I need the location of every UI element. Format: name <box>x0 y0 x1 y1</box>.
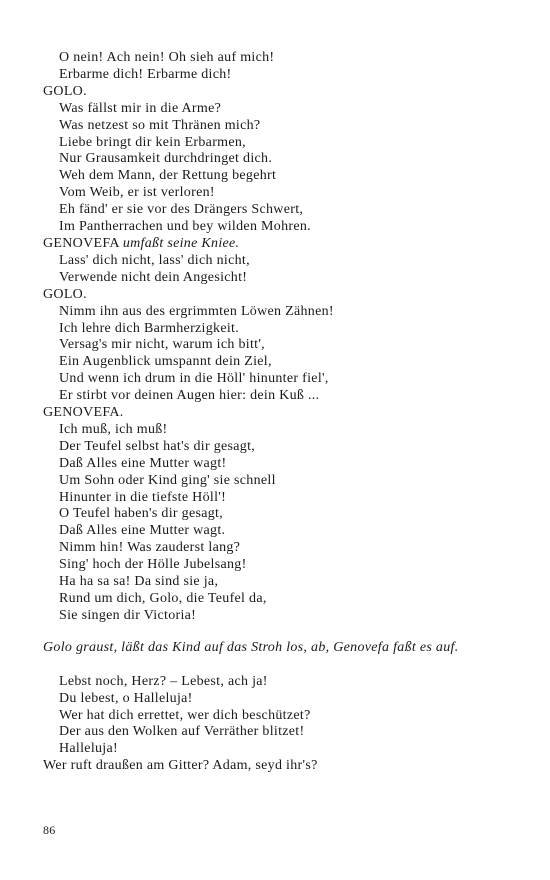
verse-line: Daß Alles eine Mutter wagt! <box>59 455 227 471</box>
verse-line: Erbarme dich! Erbarme dich! <box>59 66 232 82</box>
speaker-name: Wer ruft draußen am Gitter? Adam, seyd ihr's? <box>43 758 318 774</box>
drama-text <box>43 50 513 775</box>
verse-line: Sie singen dir Victoria! <box>59 607 197 623</box>
speaker-line <box>43 405 513 422</box>
verse-line: Halleluja! <box>59 741 118 757</box>
verse-line: Wer hat dich errettet, wer dich beschützet? <box>59 707 311 723</box>
speaker-line <box>43 287 513 304</box>
verse-line: Ich muß, ich muß! <box>59 421 168 437</box>
speaker-line <box>43 236 513 253</box>
verse-line: Verwende nicht dein Angesicht! <box>59 269 248 285</box>
verse-line: Du lebest, o Halleluja! <box>59 690 193 706</box>
stage-direction: Golo graust, läßt das Kind auf das Stroh los, ab, Genovefa faßt es auf. <box>43 639 459 655</box>
verse-line: Hinunter in die tiefste Höll'! <box>59 489 227 505</box>
verse-line: Rund um dich, Golo, die Teufel da, <box>59 591 267 606</box>
verse-line: Sing' hoch der Hölle Jubelsang! <box>59 557 247 573</box>
verse-line: Liebe bringt dir kein Erbarmen, <box>59 134 246 150</box>
speaker-line <box>43 84 513 101</box>
verse-line: O nein! Ach nein! Oh sieh auf mich! <box>59 50 275 65</box>
verse-line: Der aus den Wolken auf Verräther blitzet! <box>59 724 305 740</box>
verse-line: Nimm ihn aus des ergrimmten Löwen Zähnen! <box>59 303 334 319</box>
stage-direction-inline: umfaßt seine Kniee. <box>122 235 240 251</box>
verse-line: Versag's mir nicht, warum ich bitt', <box>59 337 265 353</box>
verse-line: Weh dem Mann, der Rettung begehrt <box>59 168 277 184</box>
verse-line: O Teufel haben's dir gesagt, <box>59 506 224 522</box>
speaker-name: GENOVEFA <box>43 235 120 251</box>
verse-line: Was fällst mir in die Arme? <box>59 100 222 116</box>
speaker-name: GOLO. <box>43 286 87 302</box>
verse-line: Lass' dich nicht, lass' dich nicht, <box>59 252 250 268</box>
verse-line: Ein Augenblick umspannt dein Ziel, <box>59 354 272 370</box>
speaker-name: GENOVEFA. <box>43 405 124 421</box>
verse-line: Und wenn ich drum in die Höll' hinunter fiel', <box>59 371 329 387</box>
verse-line: Nimm hin! Was zauderst lang? <box>59 540 241 556</box>
verse-line: Um Sohn oder Kind ging' sie schnell <box>59 472 276 488</box>
verse-line: Er stirbt vor deinen Augen hier: dein Kuß ... <box>59 388 320 404</box>
verse-line: Lebst noch, Herz? – Lebest, ach ja! <box>59 673 268 689</box>
page-number: 86 <box>43 823 56 837</box>
verse-line: Eh fänd' er sie vor des Drängers Schwert, <box>59 202 304 218</box>
verse-line: Was netzest so mit Thränen mich? <box>59 117 261 133</box>
speaker-line <box>43 758 513 775</box>
verse-line: Im Pantherrachen und bey wilden Mohren. <box>59 219 311 235</box>
verse-line: Vom Weib, er ist verloren! <box>59 185 215 201</box>
verse-line: Der Teufel selbst hat's dir gesagt, <box>59 438 256 454</box>
verse-line: Ich lehre dich Barmherzigkeit. <box>59 320 240 336</box>
verse-line: Nur Grausamkeit durchdringet dich. <box>59 151 273 167</box>
verse-line: Ha ha sa sa! Da sind sie ja, <box>59 574 219 590</box>
speaker-name: GOLO. <box>43 83 87 99</box>
verse-line: Daß Alles eine Mutter wagt. <box>59 523 226 539</box>
